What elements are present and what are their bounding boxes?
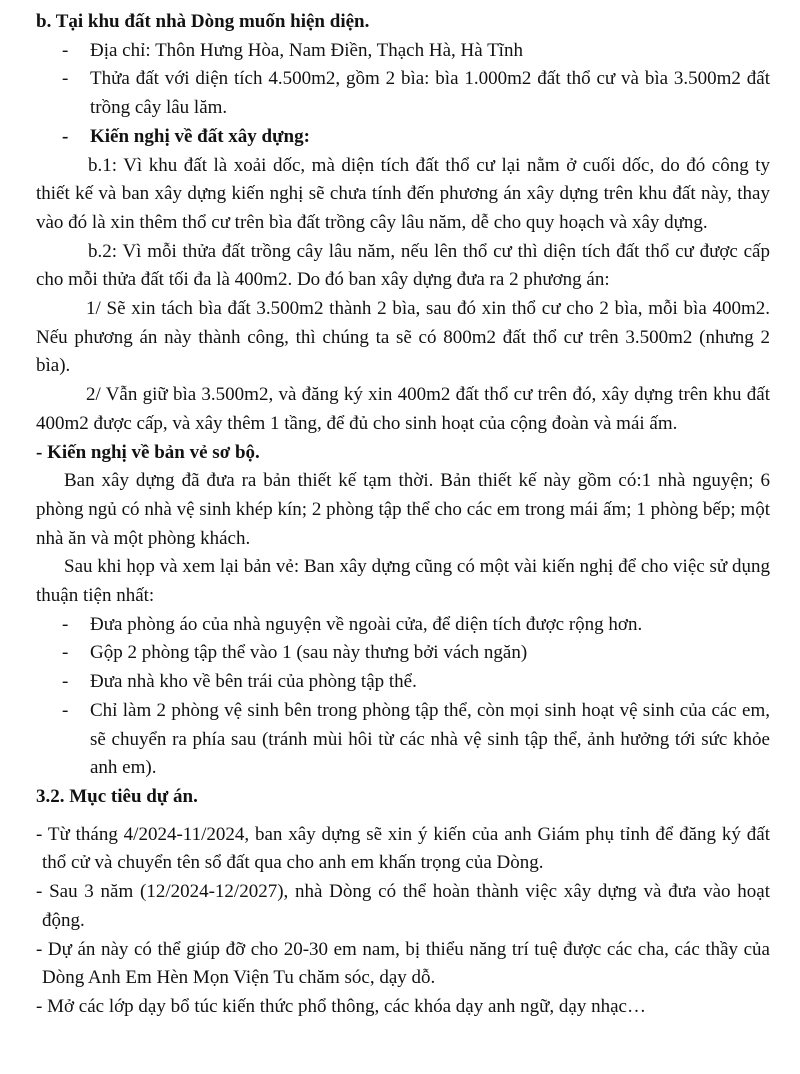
paragraph-goal-timeline: - Từ tháng 4/2024-11/2024, ban xây dựng sẽ xin ý kiến của anh Giám phụ tỉnh để đăng ký đất thổ cử và chuyển tên sổ đất qua cho anh em khấn trọng của Dòng.: [36, 823, 770, 874]
paragraph-goal-classes: - Mở các lớp dạy bổ túc kiến thức phổ thông, các khóa dạy anh ngữ, dạy nhạc…: [36, 995, 646, 1017]
list-item-merge-rooms: [36, 639, 770, 668]
dash-bullet: -: [62, 671, 69, 693]
list-item-heading-construction: [36, 123, 770, 152]
section-heading-sketch: - Kiến nghị về bản vẻ sơ bộ.: [36, 441, 260, 463]
list-item-storage: [36, 668, 770, 697]
paragraph-b2: b.2: Vì mỗi thửa đất trồng cây lâu năm, nếu lên thổ cư thì diện tích đất thổ cư được cấp cho mỗi thửa đất tối đa là 400m2. Do đó ban xây dựng đưa ra 2 phương án:: [36, 240, 770, 291]
list-item-wardrobe: [36, 611, 770, 640]
paragraph-b1: b.1: Vì khu đất là xoải dốc, mà diện tích đất thổ cư lại nằm ở cuối dốc, do đó công ty thiết kế và ban xây dựng kiến nghị sẽ chưa tính đến phương án xây dựng trên khu đất này, thay vào đó là xin thêm thổ cư trên bìa đất trồng cây lâu năm, dễ cho quy hoạch và xây dựng.: [36, 154, 770, 233]
dash-bullet: -: [62, 39, 69, 61]
list-item-text: Địa chỉ: Thôn Hưng Hòa, Nam Điền, Thạch Hà, Hà Tĩnh: [90, 39, 523, 61]
paragraph-goal-completion: - Sau 3 năm (12/2024-12/2027), nhà Dòng có thể hoàn thành việc xây dựng và đưa vào hoạt động.: [36, 881, 770, 931]
paragraph-sketch-1: Ban xây dựng đã đưa ra bản thiết kế tạm thời. Bản thiết kế này gồm có:1 nhà nguyện; 6 phòng ngủ có nhà vệ sinh khép kín; 2 phòng tập thể cho các em trong mái ấm; 1 phòng bếp; một nhà ăn và một phòng khách.: [36, 470, 770, 549]
dash-bullet: -: [62, 613, 69, 635]
paragraph-goal-care: - Dự án này có thể giúp đỡ cho 20-30 em nam, bị thiểu năng trí tuệ được các cha, các thầy của Dòng Anh Em Hèn Mọn Viện Tu chăm sóc, dạy dỗ.: [36, 938, 770, 989]
paragraph-sketch-2: Sau khi họp và xem lại bản vẻ: Ban xây dựng cũng có một vài kiến nghị để cho việc sử dụng thuận tiện nhất:: [36, 556, 770, 607]
list-item-text: Thửa đất với diện tích 4.500m2, gồm 2 bìa: bìa 1.000m2 đất thổ cư và bìa 3.500m2 đất trồng cây lâu lăm.: [90, 68, 770, 119]
dash-bullet: -: [62, 68, 69, 90]
dash-bullet: -: [62, 699, 69, 721]
dash-bullet: -: [62, 125, 69, 147]
list-item-text: Đưa phòng áo của nhà nguyện về ngoài cửa, để diện tích được rộng hơn.: [90, 613, 643, 635]
list-item-address: [36, 37, 770, 66]
section-heading-b: b. Tại khu đất nhà Dòng muốn hiện diện.: [36, 11, 370, 32]
list-item-text: Chỉ làm 2 phòng vệ sinh bên trong phòng tập thể, còn mọi sinh hoạt vệ sinh của các em, sẽ chuyển ra phía sau (tránh mùi hôi từ các nhà vệ sinh tập thể, ảnh hưởng tới sức khỏe anh em).: [90, 699, 770, 779]
list-item-text: Kiến nghị về đất xây dựng:: [90, 125, 310, 147]
list-item-text: Đưa nhà kho về bên trái của phòng tập thể.: [90, 671, 417, 693]
list-item-bathrooms: [36, 697, 770, 783]
list-item-text: Gộp 2 phòng tập thể vào 1 (sau này thưng bởi vách ngăn): [90, 642, 528, 664]
list-item-parcel: [36, 65, 770, 122]
dash-bullet: -: [62, 642, 69, 664]
paragraph-option-2: 2/ Vẫn giữ bìa 3.500m2, và đăng ký xin 400m2 đất thổ cư trên đó, xây dựng trên khu đất 400m2 được cấp, và xây thêm 1 tầng, để đủ cho sinh hoạt của cộng đoàn và mái ấm.: [36, 384, 770, 434]
paragraph-option-1: 1/ Sẽ xin tách bìa đất 3.500m2 thành 2 bìa, sau đó xin thổ cư cho 2 bìa, mỗi bìa 400m2. Nếu phương án này thành công, thì chúng ta sẽ có 800m2 đất thổ cư trên 3.500m2 (nhưng 2 bìa).: [36, 298, 770, 377]
section-heading-3-2: 3.2. Mục tiêu dự án.: [36, 785, 198, 807]
